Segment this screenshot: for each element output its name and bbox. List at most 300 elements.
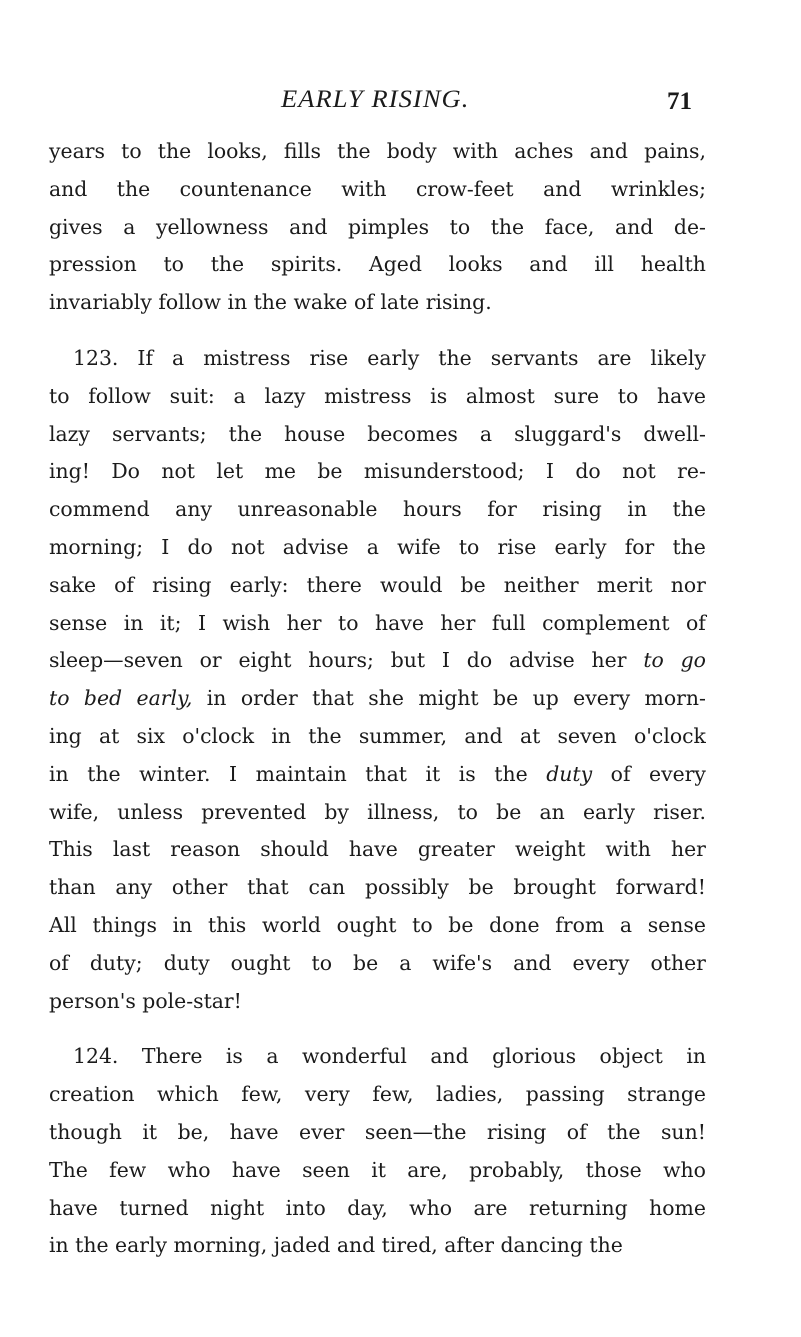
word: who (409, 1195, 453, 1220)
running-head: EARLY RISING. (281, 86, 470, 113)
text-line (49, 642, 706, 680)
word: maintain (255, 761, 347, 786)
word: should (260, 837, 329, 862)
word: probably, (469, 1157, 565, 1182)
word: early (554, 534, 607, 559)
word: I (161, 534, 170, 559)
word: advise (508, 648, 575, 673)
word: that (312, 686, 354, 711)
word: If (137, 345, 154, 370)
text-line (49, 680, 706, 718)
word: have (49, 1195, 98, 1220)
word: full (491, 610, 526, 635)
paragraph (49, 133, 706, 322)
word: dancing (500, 1233, 583, 1258)
word: day, (347, 1195, 388, 1220)
word: night (210, 1195, 265, 1220)
word: do (466, 648, 493, 673)
word: are (597, 345, 632, 370)
word: the (308, 723, 342, 748)
word: a (123, 214, 136, 239)
word: things (92, 912, 157, 937)
word: a (172, 345, 185, 370)
word: in (686, 1044, 706, 1069)
word: the (210, 252, 245, 277)
word: bed (83, 686, 123, 711)
word: with (452, 139, 499, 163)
text-line (49, 605, 706, 643)
word: the (607, 1119, 641, 1144)
word: a (366, 534, 379, 559)
word: have (375, 610, 424, 635)
word: morning, (173, 1233, 268, 1258)
word: rising (152, 572, 212, 597)
word: early (582, 799, 635, 824)
word: yellowness (155, 214, 269, 239)
word: to (643, 648, 664, 673)
text-line (49, 491, 706, 529)
text-line (49, 529, 706, 567)
word: a (619, 912, 633, 937)
word: Do (111, 459, 140, 484)
word: to (338, 610, 359, 635)
word: crow-feet (415, 176, 514, 201)
word: complement (542, 610, 670, 635)
word: the (672, 534, 706, 559)
word: hours (402, 497, 462, 522)
word: to (449, 214, 471, 239)
word: creation (49, 1082, 135, 1107)
word: lazy (264, 383, 306, 408)
word: would (379, 572, 443, 597)
word: to (458, 534, 480, 559)
word: riser. (653, 799, 706, 824)
word: is (225, 1044, 243, 1069)
word: to (49, 383, 70, 408)
text-line (49, 831, 706, 869)
word: she (368, 686, 404, 711)
word: and (543, 176, 582, 201)
word: the (253, 290, 287, 315)
word: follow (88, 383, 151, 408)
word: sun! (660, 1119, 706, 1144)
word: spirits. (270, 252, 343, 277)
word: advise (282, 534, 349, 559)
word: possibly (364, 875, 449, 900)
word: in (206, 686, 227, 711)
word: it (371, 1157, 386, 1182)
word: in (123, 610, 144, 635)
word: who (167, 1157, 211, 1182)
word: be (496, 799, 522, 824)
word: the (337, 139, 371, 163)
word: years (49, 139, 105, 163)
word: o'clock (182, 723, 255, 748)
word: dwell- (643, 421, 706, 446)
word: be (460, 572, 486, 597)
word: not (161, 459, 195, 484)
text-line (49, 794, 706, 832)
word: early, (136, 686, 193, 711)
word: in (49, 1233, 69, 1258)
word: than (49, 875, 96, 900)
word: sleep—seven (49, 648, 183, 673)
text-line (49, 907, 706, 945)
word: prevented (201, 799, 307, 824)
word: any (175, 497, 212, 522)
word: strange (627, 1082, 706, 1107)
word: mistress (203, 345, 291, 370)
word: of (114, 572, 134, 597)
word: passing (525, 1082, 605, 1107)
word: ought (336, 912, 397, 937)
word: and (589, 139, 628, 163)
word: The (49, 1157, 88, 1182)
word: follow (158, 290, 221, 315)
word: in (627, 497, 647, 522)
word: and (289, 214, 328, 239)
word: every (572, 950, 630, 975)
word: the (87, 761, 121, 786)
text-line (49, 133, 706, 171)
word: early (367, 345, 420, 370)
word: not (622, 459, 656, 484)
word: person's (49, 988, 136, 1013)
word: weight (515, 837, 586, 862)
word: ill (594, 252, 614, 277)
word: wrinkles; (610, 176, 706, 201)
word: there (306, 572, 362, 597)
word: those (585, 1157, 642, 1182)
word: wish (222, 610, 271, 635)
word: seven (557, 723, 617, 748)
word: illness, (367, 799, 440, 824)
text-line (49, 284, 706, 322)
word: aches (514, 139, 574, 163)
word: let (216, 459, 244, 484)
word: do (575, 459, 601, 484)
word: but (390, 648, 426, 673)
text-line (49, 453, 706, 491)
word: greater (417, 837, 495, 862)
word: have (657, 383, 706, 408)
word: be, (177, 1119, 210, 1144)
text-line (49, 209, 706, 247)
text-line (49, 1038, 706, 1076)
word: me (264, 459, 296, 484)
word: ing! (49, 459, 90, 484)
word: few (109, 1157, 147, 1182)
word: and (614, 214, 654, 239)
word: to (311, 950, 332, 975)
word: every (649, 761, 706, 786)
word: duty; (89, 950, 143, 975)
word: be (468, 875, 494, 900)
word: this (207, 912, 247, 937)
word: to (412, 912, 433, 937)
text-line (49, 1190, 706, 1228)
word: seen—the (364, 1119, 467, 1144)
word: I (441, 648, 450, 673)
word: There (141, 1044, 203, 1069)
word: ing (49, 723, 82, 748)
paragraph (49, 340, 706, 1020)
word: wife (397, 534, 441, 559)
word: object (599, 1044, 663, 1069)
text-line (49, 1152, 706, 1190)
word: sense (49, 610, 108, 635)
word: forward! (615, 875, 706, 900)
word: which (157, 1082, 219, 1107)
word: rising. (425, 290, 492, 315)
text-line (49, 945, 706, 983)
word: I (229, 761, 238, 786)
word: turned (119, 1195, 189, 1220)
word: pimples (348, 214, 430, 239)
word: be (448, 912, 474, 937)
word: early: (229, 572, 289, 597)
word: a (399, 950, 412, 975)
word: for (624, 534, 655, 559)
word: any (115, 875, 153, 900)
word: glorious (492, 1044, 577, 1069)
word: her (440, 610, 476, 635)
word: the (228, 421, 263, 446)
word: sense (647, 912, 706, 937)
word: All (49, 912, 77, 937)
word: an (539, 799, 565, 824)
word: though (49, 1119, 122, 1144)
word: at (519, 723, 541, 748)
text-line (49, 718, 706, 756)
word: morn- (644, 686, 706, 711)
word: This (49, 837, 93, 862)
word: ladies, (435, 1082, 504, 1107)
word: be (317, 459, 343, 484)
text-line (49, 1076, 706, 1114)
text-line (49, 567, 706, 605)
text-line (49, 171, 706, 209)
word: up (532, 686, 559, 711)
word: done (489, 912, 540, 937)
word: hours; (308, 648, 374, 673)
word: of (566, 1119, 587, 1144)
text-line (49, 1114, 706, 1152)
word: pains, (644, 139, 706, 163)
text-line (49, 869, 706, 907)
word: or (199, 648, 222, 673)
word: of (49, 950, 69, 975)
word: face, (544, 214, 595, 239)
word: I (545, 459, 554, 484)
word: de- (673, 214, 706, 239)
word: neither (503, 572, 579, 597)
word: brought (513, 875, 596, 900)
word: be (493, 686, 519, 711)
word: in (49, 761, 69, 786)
word: late (380, 290, 420, 315)
word: fills (283, 139, 321, 163)
paragraph-gap (49, 1020, 706, 1038)
word: in (271, 723, 291, 748)
text-line (49, 1227, 706, 1265)
word: a (479, 421, 493, 446)
word: invariably (49, 290, 152, 315)
word: re- (677, 459, 706, 484)
word: sure (553, 383, 600, 408)
word: with (341, 176, 387, 201)
word: into (285, 1195, 326, 1220)
word: house (284, 421, 346, 446)
word: returning (528, 1195, 628, 1220)
word: mistress (324, 383, 412, 408)
word: commend (49, 497, 150, 522)
word: few, (372, 1082, 414, 1107)
word: I (197, 610, 207, 635)
word: 123. (73, 345, 119, 370)
word: and (430, 1044, 469, 1069)
word: duty (163, 950, 210, 975)
word: to (617, 383, 639, 408)
word: merit (596, 572, 653, 597)
word: rising (486, 1119, 547, 1144)
word: in (227, 290, 248, 315)
word: the (494, 761, 528, 786)
word: ever (299, 1119, 345, 1144)
word: very (304, 1082, 350, 1107)
text-line (49, 983, 706, 1021)
word: nor (670, 572, 706, 597)
word: after (444, 1233, 494, 1258)
word: it (425, 761, 441, 786)
word: the (672, 497, 706, 522)
word: her (286, 610, 322, 635)
word: go (680, 648, 706, 673)
word: other (650, 950, 706, 975)
word: do (187, 534, 213, 559)
word: of (610, 761, 631, 786)
word: last (112, 837, 151, 862)
page-header (0, 86, 801, 126)
word: gives (49, 214, 103, 239)
word: lazy (49, 421, 90, 446)
body-text (49, 133, 706, 1265)
word: her (670, 837, 706, 862)
word: suit: (169, 383, 215, 408)
word: and (529, 252, 568, 277)
word: is (430, 383, 448, 408)
paragraph (49, 1038, 706, 1265)
word: rise (309, 345, 349, 370)
word: jaded (273, 1233, 331, 1258)
word: world (261, 912, 321, 937)
word: to (457, 799, 478, 824)
word: few, (241, 1082, 283, 1107)
word: and (464, 723, 503, 748)
word: rise (497, 534, 537, 559)
word: from (555, 912, 605, 937)
word: unless (117, 799, 184, 824)
word: it (142, 1119, 158, 1144)
word: misunderstood; (363, 459, 525, 484)
word: order (240, 686, 298, 711)
word: pression (49, 252, 137, 277)
word: for (487, 497, 517, 522)
word: the (589, 1233, 623, 1258)
word: and (513, 950, 552, 975)
word: other (171, 875, 228, 900)
word: every (573, 686, 631, 711)
word: are, (407, 1157, 448, 1182)
word: wake (293, 290, 348, 315)
word: tired, (381, 1233, 438, 1258)
word: summer, (358, 723, 448, 748)
word: have (348, 837, 398, 862)
word: home (649, 1195, 706, 1220)
word: sluggard's (514, 421, 622, 446)
word: and (336, 1233, 376, 1258)
page-number: 71 (667, 88, 692, 115)
word: seen (302, 1157, 350, 1182)
word: by (324, 799, 349, 824)
word: can (308, 875, 346, 900)
text-line (49, 246, 706, 284)
word: and (49, 176, 88, 201)
word: likely (650, 345, 706, 370)
word: of (354, 290, 374, 315)
word: a (233, 383, 246, 408)
word: it; (159, 610, 182, 635)
word: a (266, 1044, 279, 1069)
word: her (591, 648, 627, 673)
word: that (365, 761, 407, 786)
word: Aged (369, 252, 422, 277)
word: the (490, 214, 525, 239)
word: have (229, 1119, 279, 1144)
text-line (49, 756, 706, 794)
word: six (136, 723, 166, 748)
word: the (438, 345, 472, 370)
text-line (49, 416, 706, 454)
word: wonderful (301, 1044, 407, 1069)
paragraph-gap (49, 322, 706, 340)
word: looks (448, 252, 503, 277)
word: servants; (111, 421, 207, 446)
word: that (247, 875, 289, 900)
word: almost (465, 383, 535, 408)
word: not (231, 534, 265, 559)
word: sake (49, 572, 97, 597)
word: body (386, 139, 437, 163)
word: wife, (49, 799, 100, 824)
word: duty (546, 761, 593, 786)
word: to (163, 252, 184, 277)
word: be (353, 950, 379, 975)
word: countenance (179, 176, 312, 201)
word: are (473, 1195, 508, 1220)
word: at (98, 723, 120, 748)
word: early (115, 1233, 168, 1258)
word: winter. (139, 761, 211, 786)
word: 124. (73, 1044, 119, 1069)
word: to (49, 686, 70, 711)
word: wife's (432, 950, 493, 975)
text-line (49, 340, 706, 378)
word: unreasonable (237, 497, 378, 522)
word: the (157, 139, 192, 163)
word: ought (230, 950, 291, 975)
word: servants (490, 345, 579, 370)
